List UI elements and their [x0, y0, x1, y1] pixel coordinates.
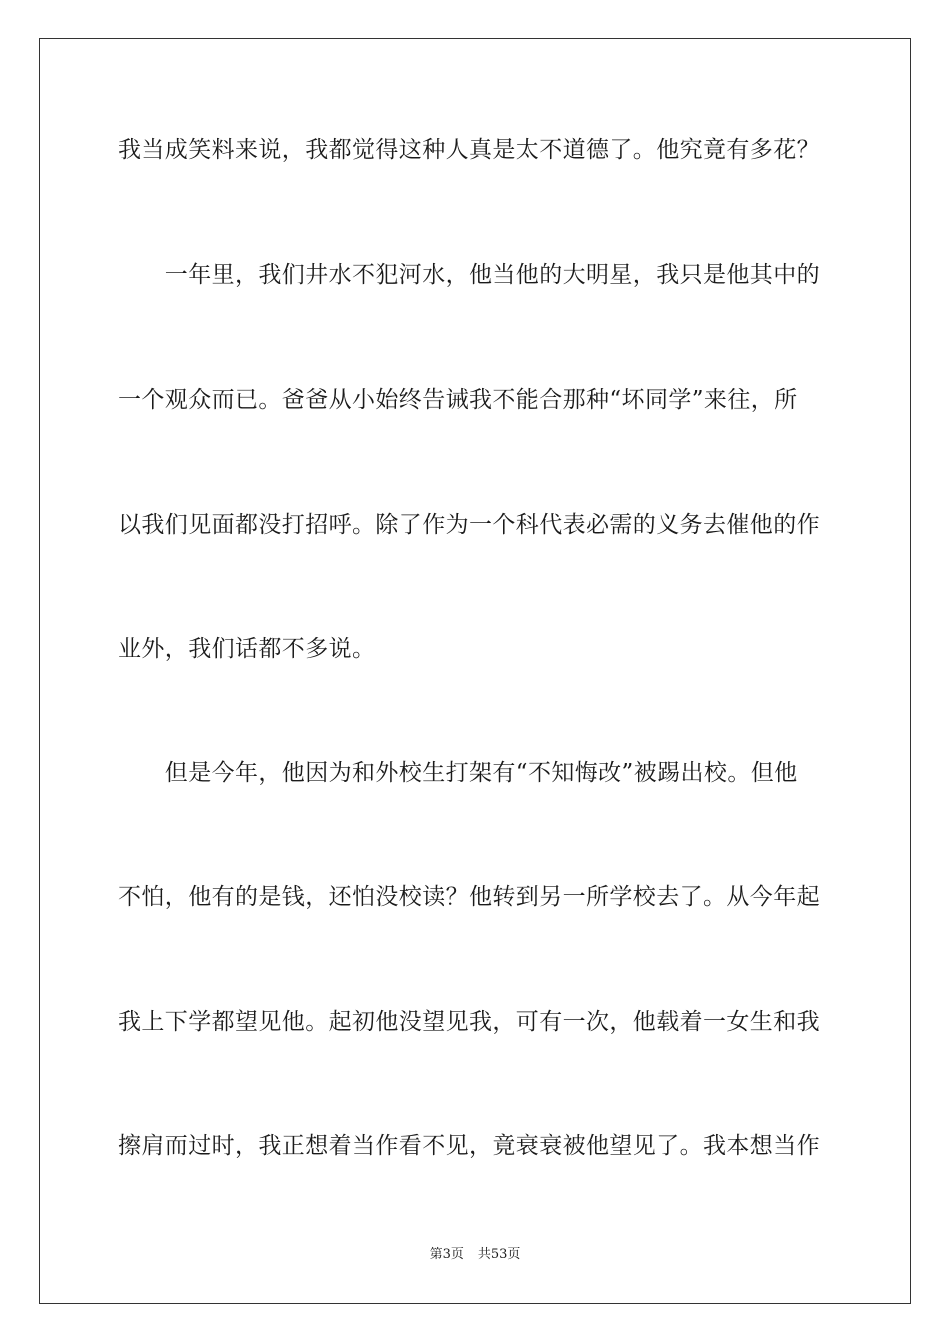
text-line: 业外，我们话都不多说。 — [118, 636, 376, 662]
text-line: 我上下学都望见他。起初他没望见我，可有一次，他载着一女生和我 — [118, 1009, 820, 1035]
text-line: 一个观众而已。爸爸从小始终告诫我不能合那种“坏同学”来往，所 — [118, 387, 798, 413]
page-footer — [0, 1246, 950, 1264]
text-line: 我当成笑料来说，我都觉得这种人真是太不道德了。他究竟有多花？ — [118, 137, 820, 163]
text-line: 但是今年，他因为和外校生打架有“不知悔改”被踢出校。但他 — [118, 760, 798, 786]
text-line: 擦肩而过时，我正想着当作看不见，竟衰衰被他望见了。我本想当作 — [118, 1133, 820, 1159]
page-number: 第3页 — [429, 1247, 464, 1262]
text-line: 不怕，他有的是钱，还怕没校读？他转到另一所学校去了。从今年起 — [118, 884, 820, 910]
page-total: 共53页 — [477, 1247, 521, 1262]
text-line: 以我们见面都没打招呼。除了作为一个科代表必需的义务去催他的作 — [118, 512, 820, 538]
page-border — [39, 38, 911, 1304]
text-line: 一年里，我们井水不犯河水，他当他的大明星，我只是他其中的 — [118, 262, 820, 288]
